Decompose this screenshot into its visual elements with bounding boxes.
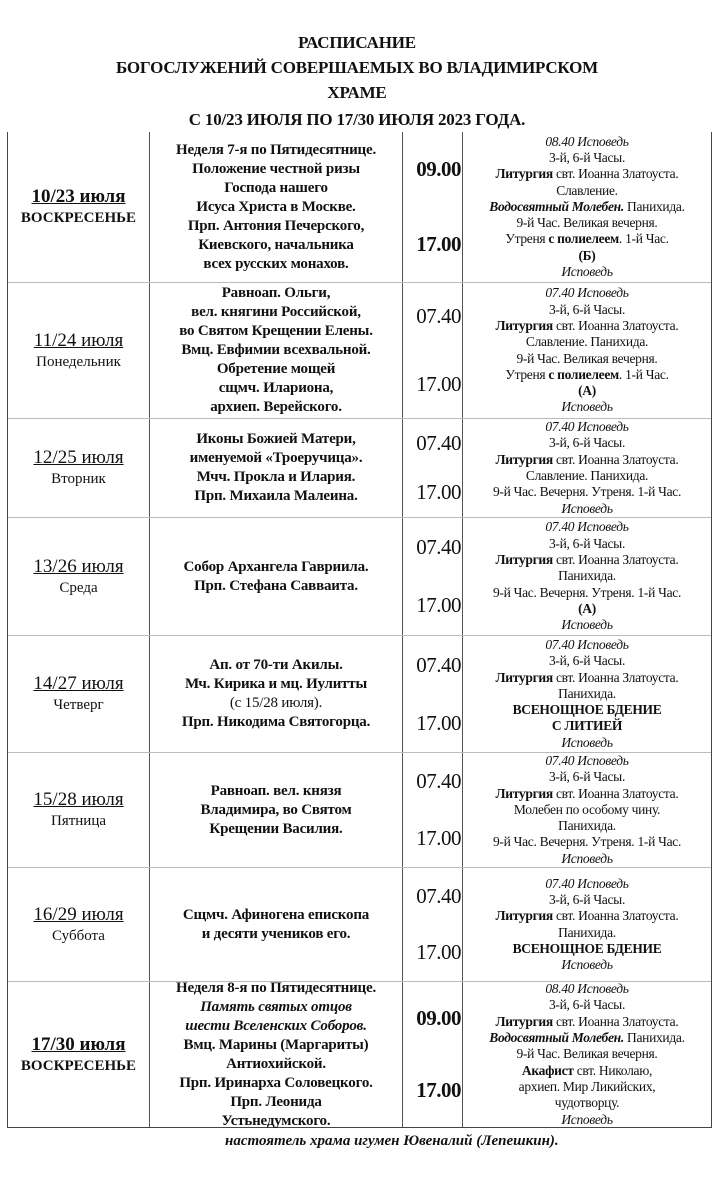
text-segment: шести Вселенских Соборов. bbox=[185, 1017, 367, 1034]
time-cell bbox=[403, 982, 463, 1127]
service-line bbox=[558, 925, 616, 941]
text-segment: Исповедь bbox=[561, 264, 613, 280]
text-segment: Владимира, во Святом bbox=[200, 801, 352, 818]
text-segment: Утреня bbox=[505, 366, 549, 382]
text-segment: Устьнедумского. bbox=[221, 1112, 331, 1129]
text-segment: Славление. Панихида. bbox=[525, 334, 649, 350]
text-segment: Прп. Леонида bbox=[230, 1093, 322, 1110]
service-line bbox=[561, 399, 612, 415]
date-cell bbox=[8, 419, 150, 517]
service-line bbox=[496, 670, 679, 686]
feast-line bbox=[219, 379, 333, 398]
text-segment: (А) bbox=[578, 600, 596, 616]
text-segment: во Святом Крещении Елены. bbox=[179, 323, 373, 339]
service-line bbox=[549, 435, 625, 451]
date-cell bbox=[8, 518, 150, 635]
service-line bbox=[578, 601, 596, 617]
feast-line bbox=[185, 675, 367, 694]
feast-cell bbox=[150, 868, 403, 981]
text-segment: Литургия bbox=[495, 785, 553, 801]
text-segment: Крещении Василия. bbox=[209, 820, 343, 837]
feast-line bbox=[202, 925, 351, 944]
feast-line bbox=[222, 1112, 331, 1131]
date: 12/25 июля bbox=[33, 447, 124, 468]
text-segment: Утреня bbox=[505, 231, 549, 247]
text-segment: Исповедь bbox=[561, 957, 613, 973]
date: 16/29 июля bbox=[33, 903, 124, 925]
service-time: 07.40 bbox=[416, 431, 461, 455]
text-segment: 3-й, 6-й Часы. bbox=[548, 535, 626, 551]
feast-cell bbox=[150, 419, 403, 517]
service-line bbox=[514, 802, 660, 818]
text-segment: Исповедь bbox=[561, 500, 613, 516]
schedule-row bbox=[8, 867, 711, 981]
text-segment: архиеп. Верейского. bbox=[210, 399, 342, 415]
text-segment: 07.40 Исповедь bbox=[545, 519, 629, 535]
text-segment: Литургия bbox=[495, 1013, 553, 1029]
text-segment: Водосвятный Молебен. bbox=[489, 1030, 624, 1046]
services-cell bbox=[463, 636, 711, 752]
service-time: 17.00 bbox=[416, 593, 461, 618]
service-line bbox=[549, 892, 625, 908]
text-segment: Киевского, начальника bbox=[198, 236, 354, 253]
time-cell bbox=[403, 132, 463, 282]
text-segment: свт. Иоанна Златоуста. bbox=[552, 669, 679, 685]
service-time: 07.40 bbox=[416, 534, 461, 559]
text-segment: Неделя 8-я по Пятидесятнице. bbox=[175, 979, 376, 996]
text-segment: Панихида. bbox=[558, 568, 616, 584]
service-line bbox=[545, 876, 628, 892]
feast-line bbox=[196, 430, 355, 449]
service-line bbox=[578, 383, 596, 399]
text-segment: Исповедь bbox=[561, 617, 613, 633]
service-line bbox=[558, 686, 616, 702]
service-line bbox=[561, 851, 612, 867]
feast-line bbox=[190, 449, 363, 468]
text-segment: и десяти учеников его. bbox=[201, 925, 351, 942]
feast-line bbox=[196, 198, 355, 217]
weekday: Среда bbox=[59, 579, 98, 596]
service-line bbox=[519, 1079, 656, 1095]
text-segment: 9-й Час. Вечерня. Утреня. 1-й Час. bbox=[492, 834, 682, 850]
text-segment: Литургия bbox=[495, 166, 553, 182]
text-segment: Прп. Михаила Малеина. bbox=[194, 488, 358, 504]
date: 10/23 июля bbox=[31, 186, 126, 207]
text-segment: Литургия bbox=[495, 669, 553, 685]
service-line bbox=[561, 617, 612, 633]
feast-line bbox=[182, 713, 370, 732]
text-segment: ВСЕНОЩНОЕ БДЕНИЕ bbox=[512, 940, 662, 956]
text-segment: Славление. bbox=[556, 182, 618, 198]
time-cell bbox=[403, 636, 463, 752]
service-line bbox=[549, 302, 625, 318]
service-line bbox=[545, 981, 628, 997]
text-segment: именуемой «Троеручица». bbox=[189, 450, 363, 466]
service-line bbox=[526, 468, 648, 484]
services-cell bbox=[463, 132, 711, 282]
feast-line bbox=[209, 656, 342, 675]
service-line bbox=[555, 1095, 620, 1111]
feast-line bbox=[181, 341, 370, 360]
text-segment: Панихида. bbox=[558, 818, 616, 834]
date-cell bbox=[8, 132, 150, 282]
service-time: 17.00 bbox=[416, 826, 461, 850]
weekday: Пятница bbox=[50, 813, 107, 829]
text-segment: 9-й Час. Вечерня. Утреня. 1-й Час. bbox=[492, 484, 682, 500]
text-segment: . 1-й Час. bbox=[618, 366, 669, 382]
services-cell bbox=[463, 283, 711, 418]
feast-line bbox=[203, 255, 348, 274]
time-cell bbox=[403, 868, 463, 981]
text-segment: Акафист bbox=[521, 1062, 574, 1078]
date-cell bbox=[8, 283, 150, 418]
text-segment: Собор Архангела Гавриила. bbox=[183, 558, 369, 575]
text-segment: Вмц. Евфимии всехвальной. bbox=[181, 342, 371, 358]
service-line bbox=[496, 552, 679, 568]
text-segment: Прп. Иринарха Соловецкого. bbox=[179, 1074, 373, 1091]
text-segment: Исповедь bbox=[561, 399, 613, 415]
text-segment: Мчч. Прокла и Илария. bbox=[196, 469, 356, 485]
text-segment: Исповедь bbox=[561, 734, 613, 750]
service-line bbox=[561, 735, 612, 751]
date: 14/27 июля bbox=[33, 673, 124, 694]
service-line bbox=[516, 215, 657, 231]
service-line bbox=[558, 818, 616, 834]
service-line bbox=[561, 957, 612, 973]
feast-line bbox=[200, 801, 351, 820]
service-line bbox=[496, 786, 679, 802]
feast-line bbox=[184, 558, 369, 577]
text-segment: Мч. Кирика и мц. Иулитты bbox=[185, 676, 367, 692]
feast-line bbox=[183, 906, 369, 925]
text-segment: Положение честной ризы bbox=[192, 160, 360, 177]
text-segment: 9-й Час. Вечерня. Утреня. 1-й Час. bbox=[492, 584, 682, 600]
text-segment: Литургия bbox=[495, 317, 553, 333]
service-time: 17.00 bbox=[416, 940, 461, 965]
text-segment: свт. Николаю, bbox=[573, 1062, 653, 1078]
feast-line bbox=[184, 1036, 369, 1055]
text-segment: всех русских монахов. bbox=[203, 255, 349, 272]
service-line bbox=[505, 231, 668, 247]
service-line bbox=[552, 718, 622, 734]
service-time: 07.40 bbox=[416, 769, 461, 793]
text-segment: 3-й, 6-й Часы. bbox=[548, 149, 626, 165]
text-segment: Неделя 7-я по Пятидесятнице. bbox=[175, 141, 376, 158]
text-segment: (Б) bbox=[578, 247, 596, 263]
text-segment: Ап. от 70-ти Акилы. bbox=[209, 657, 343, 673]
service-line bbox=[496, 318, 679, 334]
text-segment: свт. Иоанна Златоуста. bbox=[552, 166, 679, 182]
text-segment: Сщмч. Афиногена епископа bbox=[182, 906, 370, 923]
service-time: 09.00 bbox=[416, 1005, 461, 1030]
text-segment: Славление. Панихида. bbox=[525, 468, 649, 483]
schedule-row bbox=[8, 517, 711, 635]
text-segment: Литургия bbox=[495, 908, 553, 924]
weekday: ВОСКРЕСЕНЬЕ bbox=[20, 210, 137, 226]
text-segment: вел. княгини Российской, bbox=[191, 304, 361, 320]
text-segment: 9-й Час. Великая вечерня. bbox=[516, 350, 658, 366]
service-line bbox=[556, 183, 617, 199]
service-line bbox=[505, 367, 668, 383]
weekday: Вторник bbox=[51, 471, 106, 487]
weekday: Суббота bbox=[52, 927, 105, 944]
text-segment: сщмч. Илариона, bbox=[218, 380, 334, 396]
title-line-4: С 10/23 ИЮЛЯ ПО 17/30 ИЮЛЯ 2023 ГОДА. bbox=[188, 110, 526, 129]
text-segment: свт. Иоанна Златоуста. bbox=[552, 1013, 679, 1029]
date: 17/30 июля bbox=[31, 1033, 126, 1055]
text-segment: 08.40 Исповедь bbox=[545, 981, 629, 997]
service-line bbox=[496, 1014, 679, 1030]
feast-line bbox=[192, 160, 360, 179]
service-line bbox=[496, 908, 679, 924]
feast-line bbox=[185, 1017, 367, 1036]
text-segment: Панихида. bbox=[623, 198, 685, 214]
schedule-table bbox=[7, 132, 712, 1128]
feast-line bbox=[224, 179, 328, 198]
text-segment: Литургия bbox=[495, 552, 553, 568]
schedule-row bbox=[8, 418, 711, 517]
text-segment: 3-й, 6-й Часы. bbox=[548, 435, 626, 451]
service-line bbox=[545, 637, 628, 653]
feast-line bbox=[222, 284, 331, 303]
text-segment: Водосвятный Молебен. bbox=[489, 198, 624, 214]
feast-line bbox=[226, 1055, 326, 1074]
feast-line bbox=[176, 141, 376, 160]
footer-signature: настоятель храма игумен Ювеналий (Лепешкин). bbox=[225, 1133, 559, 1149]
service-line bbox=[493, 834, 681, 850]
text-segment: . 1-й Час. bbox=[618, 231, 669, 247]
service-time: 07.40 bbox=[416, 304, 461, 329]
service-line bbox=[516, 351, 657, 367]
text-segment: ВСЕНОЩНОЕ БДЕНИЕ bbox=[512, 702, 662, 718]
feast-line bbox=[194, 577, 358, 596]
service-line bbox=[561, 1112, 612, 1128]
text-segment: Литургия bbox=[495, 451, 553, 467]
service-line bbox=[558, 568, 616, 584]
feast-line bbox=[194, 487, 357, 506]
weekday: Четверг bbox=[53, 697, 104, 713]
feast-cell bbox=[150, 753, 403, 867]
schedule-row bbox=[8, 132, 711, 282]
date-cell bbox=[8, 868, 150, 981]
feast-line bbox=[179, 322, 373, 341]
service-line bbox=[522, 1063, 652, 1079]
feast-line bbox=[176, 979, 376, 998]
feast-line bbox=[230, 694, 322, 713]
service-line bbox=[549, 769, 625, 785]
text-segment: свт. Иоанна Златоуста. bbox=[552, 908, 679, 924]
service-line bbox=[561, 264, 612, 280]
service-line bbox=[578, 248, 595, 264]
feast-line bbox=[191, 303, 361, 322]
service-line bbox=[489, 1030, 684, 1046]
time-cell bbox=[403, 518, 463, 635]
services-cell bbox=[463, 982, 711, 1127]
service-line bbox=[545, 419, 628, 435]
schedule-row bbox=[8, 752, 711, 867]
feast-cell bbox=[150, 518, 403, 635]
feast-line bbox=[210, 398, 342, 417]
service-line bbox=[549, 997, 625, 1013]
service-line bbox=[526, 334, 648, 350]
date: 13/26 июля bbox=[33, 555, 124, 577]
text-segment: Исуса Христа в Москве. bbox=[196, 198, 356, 215]
text-segment: Прп. Антония Печерского, bbox=[187, 217, 365, 234]
service-line bbox=[493, 484, 681, 500]
feast-line bbox=[197, 468, 355, 487]
text-segment: свт. Иоанна Златоуста. bbox=[552, 451, 679, 467]
schedule-row bbox=[8, 282, 711, 418]
title-line-1: РАСПИСАНИЕ bbox=[298, 33, 416, 52]
service-line bbox=[549, 536, 625, 552]
text-segment: архиеп. Мир Ликийских, bbox=[518, 1078, 656, 1094]
service-time: 17.00 bbox=[416, 710, 461, 735]
text-segment: с полиелеем bbox=[548, 366, 619, 382]
text-segment: Память святых отцов bbox=[200, 998, 352, 1015]
text-segment: Прп. Никодима Святогорца. bbox=[181, 714, 371, 730]
service-line bbox=[549, 150, 625, 166]
feast-line bbox=[188, 217, 364, 236]
time-cell bbox=[403, 419, 463, 517]
date-cell bbox=[8, 753, 150, 867]
feast-line bbox=[230, 1093, 321, 1112]
services-cell bbox=[463, 753, 711, 867]
service-time: 09.00 bbox=[416, 157, 461, 181]
service-line bbox=[545, 134, 628, 150]
text-segment: 3-й, 6-й Часы. bbox=[548, 301, 626, 317]
text-segment: 3-й, 6-й Часы. bbox=[548, 997, 626, 1013]
text-segment: свт. Иоанна Златоуста. bbox=[552, 552, 679, 568]
feast-line bbox=[217, 360, 335, 379]
feast-cell bbox=[150, 283, 403, 418]
text-segment: 07.40 Исповедь bbox=[545, 636, 629, 652]
feast-cell bbox=[150, 132, 403, 282]
service-time: 17.00 bbox=[416, 371, 461, 396]
date: 11/24 июля bbox=[33, 329, 124, 351]
service-time: 07.40 bbox=[416, 883, 461, 908]
service-time: 17.00 bbox=[416, 232, 461, 256]
feast-line bbox=[211, 782, 342, 801]
text-segment: Обретение мощей bbox=[216, 361, 336, 377]
schedule-row bbox=[8, 635, 711, 752]
text-segment: Прп. Стефана Савваита. bbox=[194, 577, 358, 594]
text-segment: 07.40 Исповедь bbox=[545, 752, 629, 768]
text-segment: 3-й, 6-й Часы. bbox=[548, 891, 626, 907]
text-segment: Панихида. bbox=[558, 685, 616, 701]
text-segment: Исповедь bbox=[561, 850, 613, 866]
text-segment: 07.40 Исповедь bbox=[545, 419, 629, 435]
text-segment: Исповедь bbox=[561, 1111, 613, 1127]
date-cell bbox=[8, 636, 150, 752]
text-segment: Молебен по особому чину. bbox=[513, 801, 661, 817]
text-segment: (А) bbox=[578, 383, 596, 399]
weekday: ВОСКРЕСЕНЬЕ bbox=[20, 1057, 137, 1074]
text-segment: 07.40 Исповедь bbox=[545, 285, 629, 301]
text-segment: С ЛИТИЕЙ bbox=[551, 718, 623, 734]
service-line bbox=[549, 653, 625, 669]
service-line bbox=[513, 941, 662, 957]
service-time: 17.00 bbox=[416, 480, 461, 504]
text-segment: 3-й, 6-й Часы. bbox=[548, 769, 626, 785]
text-segment: 9-й Час. Великая вечерня. bbox=[516, 215, 658, 231]
service-line bbox=[493, 585, 681, 601]
schedule-row bbox=[8, 981, 711, 1127]
service-line bbox=[516, 1046, 657, 1062]
service-time: 07.40 bbox=[416, 652, 461, 677]
service-line bbox=[489, 199, 684, 215]
title-line-3: ХРАМЕ bbox=[327, 83, 387, 102]
service-line bbox=[561, 501, 612, 517]
text-segment: свт. Иоанна Златоуста. bbox=[552, 317, 679, 333]
text-segment: Панихида. bbox=[558, 924, 616, 940]
text-segment: с полиелеем bbox=[548, 231, 619, 247]
text-segment: 9-й Час. Великая вечерня. bbox=[516, 1046, 658, 1062]
weekday: Понедельник bbox=[36, 353, 121, 370]
text-segment: Вмц. Марины (Маргариты) bbox=[183, 1036, 369, 1053]
feast-line bbox=[200, 998, 352, 1017]
feast-line bbox=[198, 236, 353, 255]
text-segment: Господа нашего bbox=[224, 179, 328, 196]
text-segment: Равноап. вел. князя bbox=[210, 782, 342, 799]
service-time: 17.00 bbox=[416, 1078, 461, 1103]
text-segment: Антиохийской. bbox=[226, 1055, 326, 1072]
text-segment: Иконы Божией Матери, bbox=[196, 431, 356, 447]
text-segment: 3-й, 6-й Часы. bbox=[548, 653, 626, 669]
service-line bbox=[545, 519, 628, 535]
date: 15/28 июля bbox=[33, 789, 124, 810]
feast-cell bbox=[150, 979, 403, 1129]
service-line bbox=[496, 452, 679, 468]
service-line bbox=[545, 753, 628, 769]
time-cell bbox=[403, 753, 463, 867]
service-line bbox=[545, 285, 628, 301]
feast-line bbox=[179, 1074, 372, 1093]
text-segment: 07.40 Исповедь bbox=[545, 875, 629, 891]
feast-line bbox=[209, 820, 342, 839]
title-line-2: БОГОСЛУЖЕНИЙ СОВЕРШАЕМЫХ ВО ВЛАДИМИРСКОМ bbox=[115, 58, 599, 77]
feast-cell bbox=[150, 636, 403, 752]
text-segment: Равноап. Ольги, bbox=[221, 285, 331, 301]
service-line bbox=[496, 166, 679, 182]
text-segment: 08.40 Исповедь bbox=[545, 133, 629, 149]
services-cell bbox=[463, 868, 711, 981]
text-segment: Панихида. bbox=[623, 1030, 685, 1046]
time-cell bbox=[403, 283, 463, 418]
service-line bbox=[513, 702, 662, 718]
text-segment: (с 15/28 июля). bbox=[229, 695, 323, 711]
services-cell bbox=[463, 419, 711, 517]
text-segment: чудотворцу. bbox=[554, 1095, 620, 1111]
date-cell bbox=[8, 982, 150, 1127]
text-segment: свт. Иоанна Златоуста. bbox=[552, 785, 679, 801]
services-cell bbox=[463, 518, 711, 635]
